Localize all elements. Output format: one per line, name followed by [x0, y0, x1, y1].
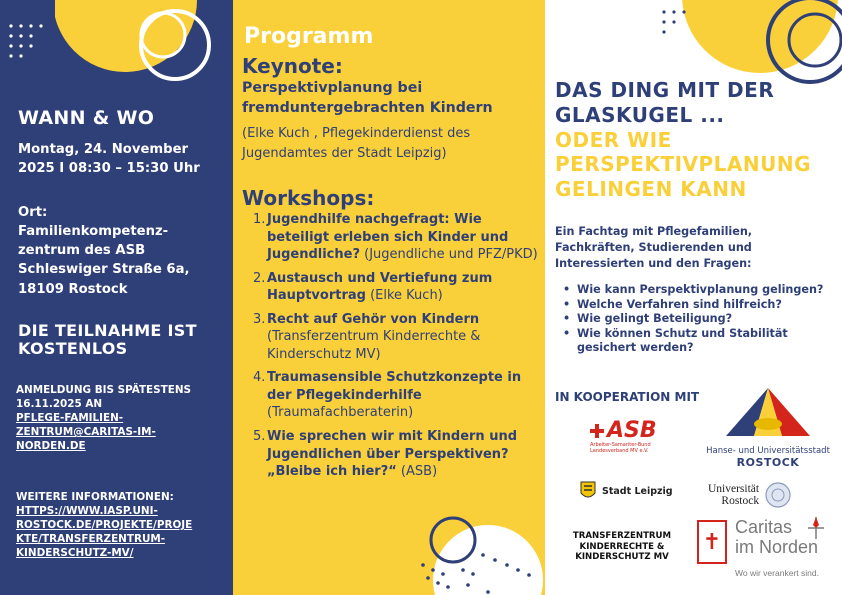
- middle-panel: [233, 0, 545, 595]
- program-title: Programm: [244, 24, 374, 49]
- leipzig-crest-icon: [580, 481, 596, 501]
- question-item: • Wie gelingt Beteiligung?: [563, 312, 733, 326]
- transferzentrum-logo: TRANSFERZENTRUM KINDERRECHTE & KINDERSCHUTZ MV: [572, 531, 672, 563]
- question-item: • Welche Verfahren sind hilfreich?: [563, 297, 782, 311]
- workshops-heading: Workshops:: [242, 186, 375, 210]
- decorative-dots: [5, 20, 65, 80]
- leipzig-logo: Stadt Leipzig: [580, 477, 680, 505]
- question-item: • Wie kann Perspektivplanung gelingen?: [563, 283, 824, 296]
- rostock-gate-icon: [722, 386, 814, 442]
- event-date: Montag, 24. November 2025 I 08:30 – 15:30 Uhr: [18, 142, 200, 177]
- decorative-circles: [55, 0, 233, 90]
- caritas-cross-icon: ✝: [697, 520, 727, 564]
- event-location: Ort: Familienkompetenz- zentrum des ASB Schleswiger Straße 6a, 18109 Rostock: [18, 205, 190, 297]
- left-panel: [0, 0, 233, 595]
- keynote-heading: Keynote:: [242, 54, 343, 78]
- event-title-part2: ODER WIE PERSPEKTIVPLANUNG GELINGEN KANN: [555, 128, 812, 201]
- event-intro: Ein Fachtag mit Pflegefamilien, Fachkräften, Studierenden und Interessierten und den Fragen:: [555, 225, 753, 271]
- workshop-item: 3. Recht auf Gehör von Kindern (Transferzentrum Kinderrechte & Kinderschutz MV): [253, 311, 481, 362]
- anchor-compass-icon: [807, 516, 825, 540]
- university-rostock-logo: Universität Rostock: [708, 478, 818, 512]
- when-where-heading: WANN & WO: [18, 107, 155, 129]
- free-participation-note: DIE TEILNAHME IST KOSTENLOS: [18, 321, 197, 359]
- registration-info: ANMELDUNG BIS SPÄTESTENS 16.11.2025 AN PFLEGE-FAMILIEN- ZENTRUM@CARITAS-IM- NORDEN.DE: [16, 383, 226, 453]
- workshop-item: 4. Traumasensible Schutzkonzepte in der Pflegekinderhilfe (Traumafachberaterin): [253, 370, 522, 421]
- rostock-city-logo: Hanse- und Universitätsstadt ROSTOCK: [693, 386, 842, 476]
- more-info-url-link[interactable]: HTTPS://WWW.IASP.UNI- ROSTOCK.DE/PROJEKTE/PROJE KTE/TRANSFERZENTRUM- KINDERSCHUTZ-MV/: [16, 505, 193, 560]
- keynote-speaker: (Elke Kuch , Pflegekinderdienst des Jugendamtes der Stadt Leipzig): [242, 126, 471, 161]
- workshop-list: [253, 211, 543, 487]
- right-panel: [545, 0, 842, 595]
- cooperation-heading: IN KOOPERATION MIT: [555, 390, 700, 404]
- more-info: WEITERE INFORMATIONEN: HTTPS://WWW.IASP.UNI- ROSTOCK.DE/PROJEKTE/PROJE KTE/TRANSFERZENTRUM- KINDERSCHUTZ-MV/: [16, 490, 226, 560]
- workshop-item: 2. Austausch und Vertiefung zum Hauptvortrag (Elke Kuch): [253, 270, 493, 304]
- event-title-part1: DAS DING MIT DER GLASKUGEL ...: [555, 78, 775, 127]
- decorative-blob: [383, 510, 545, 595]
- question-list: [563, 283, 833, 356]
- workshop-item: 5. Wie sprechen wir mit Kindern und Jugendlichen über Perspektiven? „Bleibe ich hier?“ (ASB): [253, 429, 518, 480]
- caritas-logo: ✝ Caritas im Norden Wo wir verankert sind.: [695, 516, 835, 586]
- asb-cross-icon: [590, 424, 604, 438]
- registration-email-link[interactable]: PFLEGE-FAMILIEN- ZENTRUM@CARITAS-IM- NORDEN.DE: [16, 412, 156, 453]
- keynote-title: Perspektivplanung bei fremduntergebrachten Kindern: [242, 80, 493, 116]
- university-seal-icon: [765, 482, 791, 508]
- workshop-item: 1. Jugendhilfe nachgefragt: Wie beteiligt erleben sich Kinder und Jugendliche? (Jugendliche und PFZ/PKD): [253, 212, 538, 263]
- question-item: • Wie können Schutz und Stabilität gesichert werden?: [563, 326, 788, 355]
- asb-logo: ASB Arbeiter-Samariter-Bund Landesverband MV e.V.: [590, 418, 657, 454]
